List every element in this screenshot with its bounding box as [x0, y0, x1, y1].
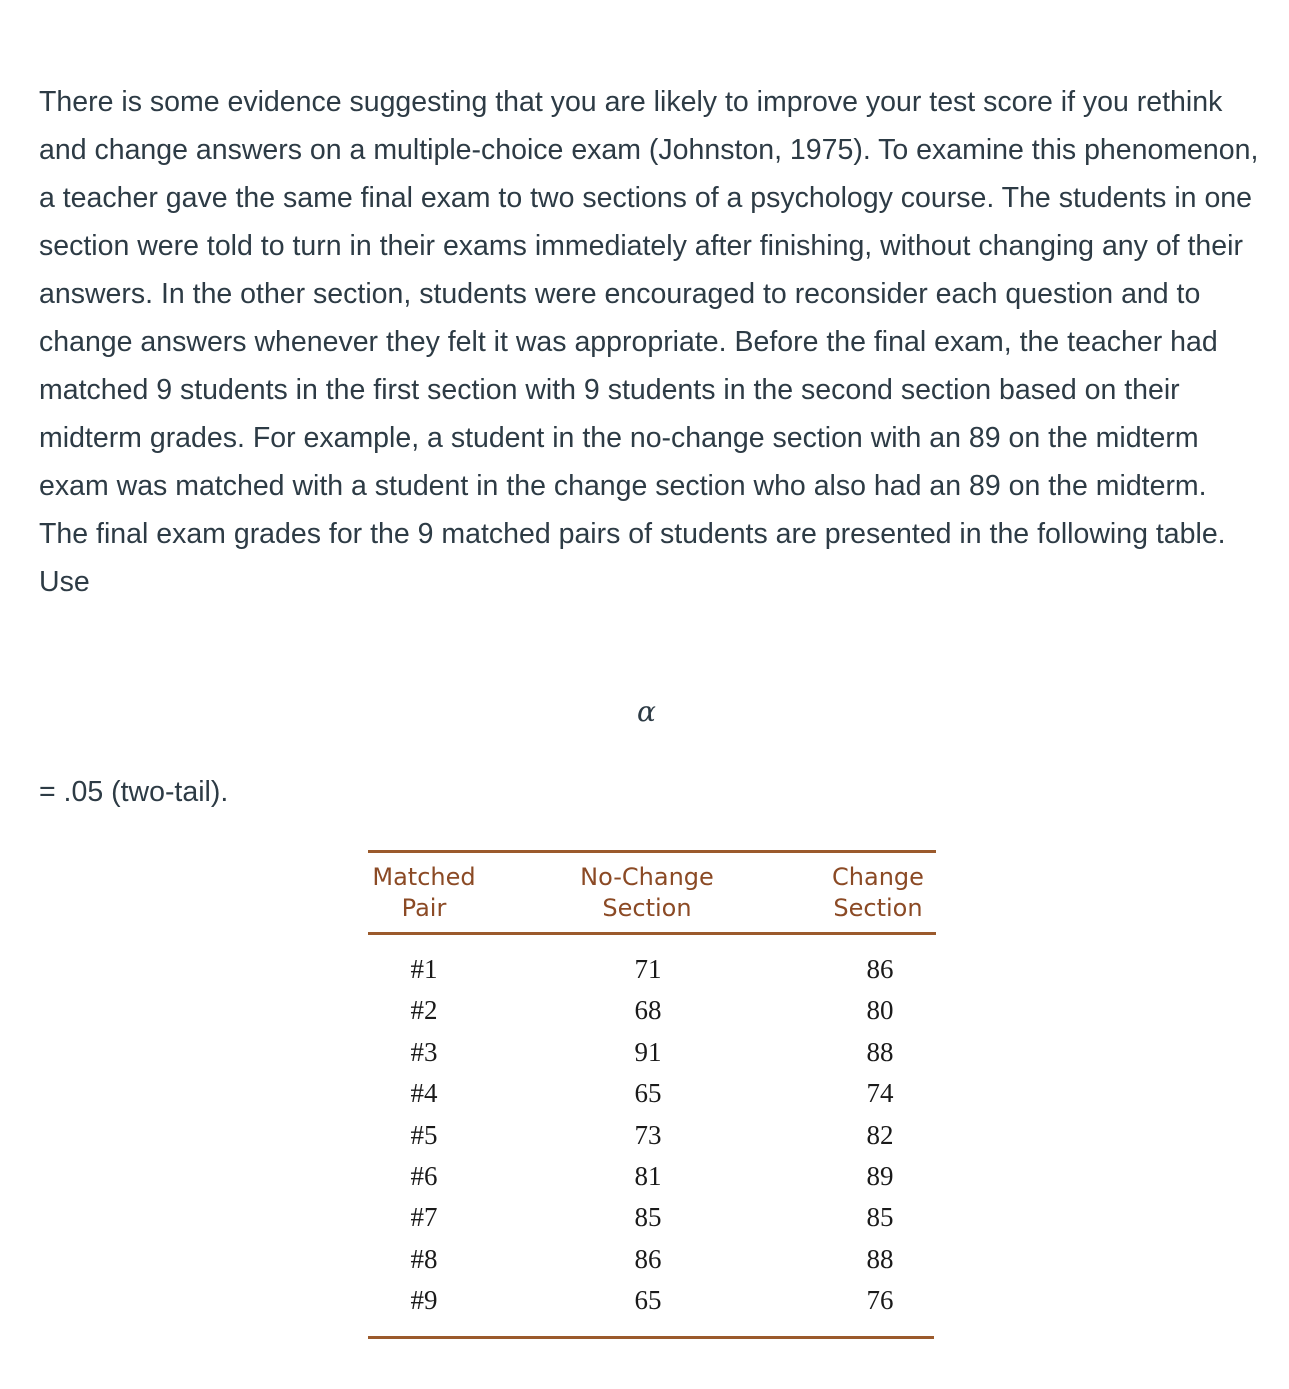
pair-cell: #7: [410, 1202, 438, 1233]
no-change-cell: 85: [634, 1202, 662, 1233]
pair-cell: #4: [410, 1078, 438, 1109]
problem-paragraph: There is some evidence suggesting that you are likely to improve your test score if you rethink and change answers on a multiple-choice exam (Johnston, 1975). To examine this phenomenon, a teacher gave the same final exam to two sections of a psychology course. The students in one section were told to turn in their exams immediately after finishing, without changing any of their answers. In the other section, students were encouraged to reconsider each question and to change answers whenever they felt it was appropriate. Before the final exam, the teacher had matched 9 students in the first section with 9 students in the second section based on their midterm grades. For example, a student in the no-change section with an 89 on the midterm exam was matched with a student in the change section who also had an 89 on the midterm. The final exam grades for the 9 matched pairs of students are presented in the following table. Use: [39, 86, 1259, 598]
no-change-cell: 65: [634, 1285, 662, 1316]
pair-cell: #9: [410, 1285, 438, 1316]
header-line: Section: [602, 894, 692, 922]
header-change-section: [820, 862, 936, 924]
pair-cell: #1: [410, 954, 438, 984]
header-matched-pair: [368, 862, 480, 924]
header-line: Change: [832, 863, 924, 891]
change-cell: 88: [866, 1243, 894, 1274]
table-body: [368, 935, 936, 1322]
alpha-value-text: = .05 (two-tail).: [39, 776, 229, 808]
no-change-cell: 71: [634, 954, 662, 984]
table-row: [368, 1280, 936, 1321]
no-change-cell: 86: [634, 1243, 662, 1274]
change-cell: 80: [866, 995, 894, 1026]
table-row: [368, 1073, 936, 1114]
change-cell: 82: [866, 1119, 894, 1150]
header-line: Matched: [372, 863, 476, 891]
grades-table: [368, 850, 936, 1339]
table-header-row: [368, 853, 936, 932]
change-cell: 88: [866, 1036, 894, 1067]
change-cell: 86: [866, 954, 894, 984]
table-row: [368, 1156, 936, 1197]
pair-cell: #6: [410, 1160, 438, 1191]
pair-cell: #3: [410, 1036, 438, 1067]
pair-cell: #5: [410, 1119, 438, 1150]
pair-cell: #8: [410, 1243, 438, 1274]
header-line: No-Change: [580, 863, 714, 891]
no-change-cell: 81: [634, 1160, 662, 1191]
alpha-symbol: α: [637, 695, 656, 728]
change-cell: 85: [866, 1202, 894, 1233]
change-cell: 89: [866, 1160, 894, 1191]
no-change-cell: 68: [634, 995, 662, 1026]
pair-cell: #2: [410, 995, 438, 1026]
table-row: [368, 1197, 936, 1238]
header-line: Pair: [401, 894, 447, 922]
table-row: [368, 949, 936, 990]
table-bottom-rule: [368, 1336, 934, 1339]
no-change-cell: 73: [634, 1119, 662, 1150]
no-change-cell: 91: [634, 1036, 662, 1067]
header-no-change-section: [572, 862, 722, 924]
table-row: [368, 1115, 936, 1156]
no-change-cell: 65: [634, 1078, 662, 1109]
header-line: Section: [833, 894, 923, 922]
table-row: [368, 1032, 936, 1073]
table-row: [368, 1239, 936, 1280]
change-cell: 74: [866, 1078, 894, 1109]
change-cell: 76: [866, 1285, 894, 1316]
table-row: [368, 990, 936, 1031]
